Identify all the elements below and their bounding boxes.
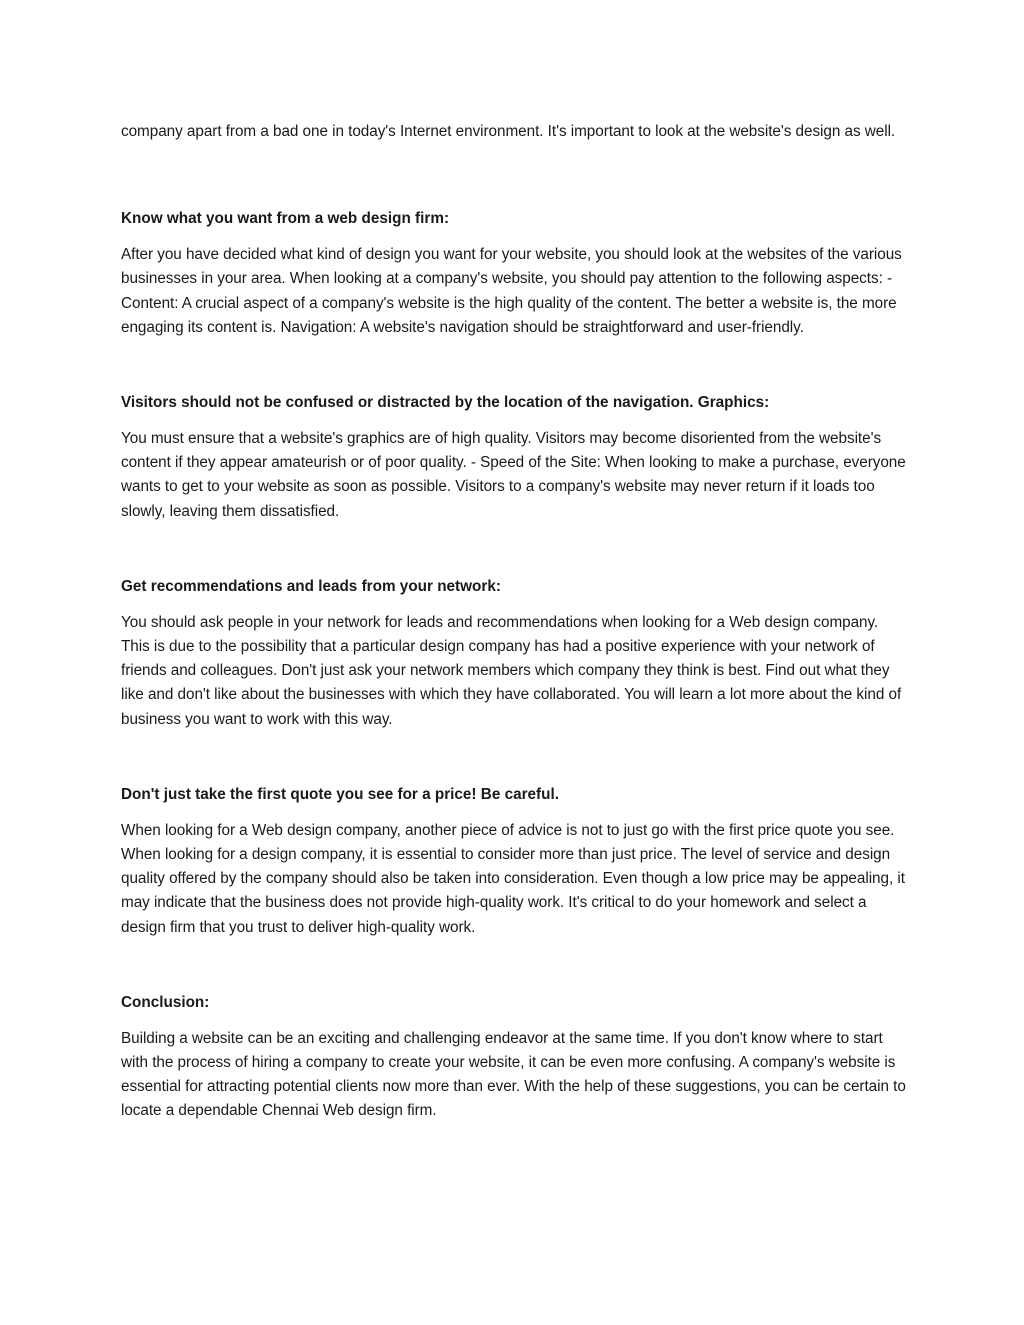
document-page [121,120,906,1124]
section-heading: Conclusion: [121,993,210,1011]
section-heading: Get recommendations and leads from your network: [121,577,501,595]
section-know-what-you-want [121,207,906,340]
section-heading: Know what you want from a web design firm: [121,210,450,228]
section-heading: Visitors should not be confused or distracted by the location of the navigation. Graphics: [121,394,770,412]
section-first-quote [121,783,906,940]
section-body: When looking for a Web design company, another piece of advice is not to just go with the first price quote you see. When looking for a design company, it is essential to consider more than just price. The level of service and design quality offered by the company should also be taken into consideration. Even though a low price may be appealing, it may indicate that the business does not provide high-quality work. It's critical to do your homework and select a design firm that you trust to deliver high-quality work. [121,821,905,936]
section-body: You must ensure that a website's graphics are of high quality. Visitors may become disoriented from the website's content if they appear amateurish or of poor quality. - Speed of the Site: When looking to make a purchase, everyone wants to get to your website as soon as possible. Visitors to a company's website may never return if it loads too slowly, leaving them dissatisfied. [121,430,906,520]
section-conclusion [121,991,906,1124]
section-recommendations [121,575,906,732]
section-heading: Don't just take the first quote you see for a price! Be careful. [121,785,559,803]
section-body: After you have decided what kind of design you want for your website, you should look at the websites of the various businesses in your area. When looking at a company's website, you should pay attention to the following aspects: - Content: A crucial aspect of a company's website is the high quality of the content. The better a website is, the more engaging its content is. Navigation: A website's navigation should be straightforward and user-friendly. [121,246,902,336]
section-body: Building a website can be an exciting and challenging endeavor at the same time. If you don't know where to start with the process of hiring a company to create your website, it can be even more confusing. A company's website is essential for attracting potential clients now more than ever. With the help of these suggestions, you can be certain to locate a dependable Chennai Web design firm. [121,1029,906,1120]
intro-paragraph: company apart from a bad one in today's Internet environment. It's important to look at the website's design as well. [121,123,896,140]
section-navigation-graphics [121,391,906,524]
section-body: You should ask people in your network for leads and recommendations when looking for a Web design company. This is due to the possibility that a particular design company has had a positive experience with your network of friends and colleagues. Don't just ask your network members which company they think is best. Find out what they like and don't like about the businesses with which they have collaborated. You will learn a lot more about the kind of business you want to work with this way. [121,613,902,728]
